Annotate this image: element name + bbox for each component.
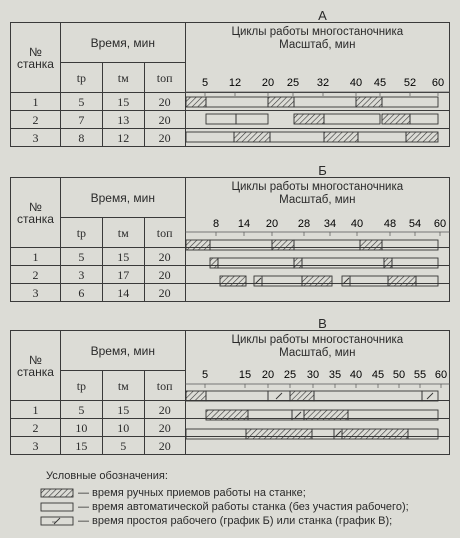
tr-header: tр xyxy=(60,63,102,93)
scale-label: 15 xyxy=(238,369,252,381)
auto-segment xyxy=(410,114,438,124)
scale-label: 60 xyxy=(433,218,447,230)
auto-segment xyxy=(294,240,360,250)
manual-segment xyxy=(302,276,332,286)
ton-value: 20 xyxy=(144,419,185,437)
station-header: № станка xyxy=(11,23,61,93)
ton-header: tоп xyxy=(144,63,185,93)
station-number: 2 xyxy=(11,111,61,129)
station-number: 3 xyxy=(11,129,61,147)
legend-item-auto xyxy=(40,500,460,514)
station-number: 2 xyxy=(11,419,61,437)
tm-value: 15 xyxy=(102,93,144,111)
idle-mark xyxy=(276,393,282,399)
auto-segment xyxy=(358,132,406,142)
scale-label: 28 xyxy=(297,218,311,230)
ton-value: 20 xyxy=(144,437,185,455)
auto-segment xyxy=(294,97,356,107)
cycles-title: Циклы работы многостаночника xyxy=(231,26,404,38)
auto-segment xyxy=(408,429,438,439)
manual-segment xyxy=(388,276,416,286)
section-title: В xyxy=(318,316,327,331)
legend xyxy=(40,470,460,528)
scale-ticks xyxy=(185,92,450,96)
ton-header: tоп xyxy=(144,371,185,401)
auto-segment xyxy=(302,258,384,268)
auto-segment xyxy=(218,258,294,268)
ton-value: 20 xyxy=(144,401,185,419)
station-number: 3 xyxy=(11,284,61,302)
legend-item-manual xyxy=(40,486,460,500)
section-a xyxy=(0,10,460,160)
scale-label: 20 xyxy=(261,77,275,89)
auto-segment xyxy=(210,240,272,250)
gantt-bars xyxy=(186,97,438,142)
ton-value: 20 xyxy=(144,248,185,266)
manual-segment xyxy=(186,97,206,107)
manual-segment xyxy=(272,240,294,250)
scale-label: 5 xyxy=(201,77,209,89)
manual-segment xyxy=(220,276,246,286)
manual-segment xyxy=(186,391,206,401)
legend-title: Условные обозначения: xyxy=(46,470,168,482)
station-header: № станка xyxy=(11,178,61,248)
tr-header: tр xyxy=(60,218,102,248)
legend-label: — время автоматической работы станка (без участия рабочего); xyxy=(78,501,409,513)
cycles-title: Циклы работы многостаночника xyxy=(231,334,404,346)
empty-swatch-icon xyxy=(40,502,74,512)
scale-label: 60 xyxy=(431,77,445,89)
scale-label: 48 xyxy=(383,218,397,230)
tr-value: 8 xyxy=(60,129,102,147)
scale-label: 14 xyxy=(237,218,251,230)
timeline-chart xyxy=(0,318,460,468)
tm-header: tм xyxy=(102,63,144,93)
auto-segment xyxy=(348,410,438,420)
scale-label: 20 xyxy=(261,369,275,381)
scale-title: Масштаб, мин xyxy=(279,194,356,207)
ton-value: 20 xyxy=(144,111,185,129)
tr-header: tр xyxy=(60,371,102,401)
auto-segment xyxy=(186,429,246,439)
scale-label: 12 xyxy=(228,77,242,89)
tm-value: 12 xyxy=(102,129,144,147)
tr-value: 10 xyxy=(60,419,102,437)
manual-segment xyxy=(294,114,324,124)
scale-title: Масштаб, мин xyxy=(279,347,356,360)
station-header: № станка xyxy=(11,331,61,401)
station-number: 2 xyxy=(11,266,61,284)
station-number: 1 xyxy=(11,401,61,419)
auto-segment xyxy=(248,410,292,420)
tr-value: 5 xyxy=(60,248,102,266)
cycles-title: Циклы работы многостаночника xyxy=(231,181,404,193)
tr-value: 5 xyxy=(60,401,102,419)
auto-segment xyxy=(392,258,438,268)
auto-segment xyxy=(206,391,268,401)
manual-segment xyxy=(356,97,382,107)
idle-mark xyxy=(335,431,341,437)
auto-segment xyxy=(324,114,380,124)
manual-segment xyxy=(210,258,218,268)
scale-ticks xyxy=(185,232,450,236)
auto-segment xyxy=(416,276,438,286)
manual-segment xyxy=(406,132,438,142)
auto-segment xyxy=(236,114,268,124)
tr-value: 3 xyxy=(60,266,102,284)
manual-segment xyxy=(268,97,294,107)
timeline-chart xyxy=(0,10,460,160)
ton-value: 20 xyxy=(144,266,185,284)
tm-value: 10 xyxy=(102,419,144,437)
auto-segment xyxy=(270,132,324,142)
scale-label: 55 xyxy=(413,369,427,381)
scale-labels xyxy=(202,77,444,89)
auto-segment xyxy=(262,276,302,286)
tr-value: 5 xyxy=(60,93,102,111)
scale-label: 52 xyxy=(403,77,417,89)
scale-label: 45 xyxy=(373,77,387,89)
scale-label: 30 xyxy=(306,369,320,381)
manual-segment xyxy=(246,429,312,439)
tm-value: 15 xyxy=(102,248,144,266)
scale-label: 50 xyxy=(392,369,406,381)
tm-header: tм xyxy=(102,371,144,401)
auto-segment xyxy=(314,391,422,401)
scale-label: 8 xyxy=(212,218,220,230)
station-number: 1 xyxy=(11,93,61,111)
scale-label: 25 xyxy=(286,77,300,89)
manual-segment xyxy=(360,240,382,250)
legend-label: — время ручных приемов работы на станке; xyxy=(78,487,306,499)
tm-header: tм xyxy=(102,218,144,248)
station-number: 1 xyxy=(11,248,61,266)
manual-segment xyxy=(234,132,270,142)
gantt-bars xyxy=(186,391,438,439)
ton-value: 20 xyxy=(144,129,185,147)
gantt-bars xyxy=(186,240,438,286)
tr-value: 15 xyxy=(60,437,102,455)
idle-mark xyxy=(343,278,349,284)
scale-label: 34 xyxy=(323,218,337,230)
scale-label: 20 xyxy=(265,218,279,230)
scale-title: Масштаб, мин xyxy=(279,39,356,52)
time-header: Время, мин xyxy=(60,23,185,63)
scale-labels xyxy=(202,369,447,381)
scale-label: 40 xyxy=(349,77,363,89)
section-title: А xyxy=(318,8,327,23)
manual-segment xyxy=(186,240,210,250)
timeline-chart xyxy=(0,165,460,315)
tm-value: 13 xyxy=(102,111,144,129)
scale-ticks xyxy=(185,384,450,388)
idle-mark xyxy=(427,393,433,399)
idle-mark xyxy=(255,278,261,284)
scale-label: 25 xyxy=(283,369,297,381)
section-title: Б xyxy=(318,163,327,178)
tm-value: 14 xyxy=(102,284,144,302)
auto-segment xyxy=(206,114,236,124)
auto-segment xyxy=(382,97,438,107)
station-number: 3 xyxy=(11,437,61,455)
manual-segment xyxy=(294,258,302,268)
hatch-swatch-icon xyxy=(40,488,74,498)
tm-value: 15 xyxy=(102,401,144,419)
scale-label: 45 xyxy=(371,369,385,381)
manual-segment xyxy=(324,132,358,142)
manual-segment xyxy=(342,429,408,439)
auto-segment xyxy=(312,429,334,439)
legend-label: — время простоя рабочего (график Б) или станка (график В); xyxy=(78,515,393,527)
scale-labels xyxy=(213,218,446,230)
section-v xyxy=(0,318,460,468)
tr-value: 7 xyxy=(60,111,102,129)
manual-segment xyxy=(384,258,392,268)
idle-mark xyxy=(295,412,301,418)
scale-label: 40 xyxy=(350,218,364,230)
auto-segment xyxy=(382,240,438,250)
scale-label: 5 xyxy=(201,369,209,381)
time-header: Время, мин xyxy=(60,178,185,218)
section-b xyxy=(0,165,460,315)
ton-header: tоп xyxy=(144,218,185,248)
scale-label: 35 xyxy=(328,369,342,381)
scale-label: 40 xyxy=(349,369,363,381)
scale-label: 32 xyxy=(316,77,330,89)
manual-segment xyxy=(290,391,314,401)
ton-value: 20 xyxy=(144,93,185,111)
legend-item-idle xyxy=(40,514,460,528)
tm-value: 17 xyxy=(102,266,144,284)
manual-segment xyxy=(382,114,410,124)
tr-value: 6 xyxy=(60,284,102,302)
tm-value: 5 xyxy=(102,437,144,455)
ton-value: 20 xyxy=(144,284,185,302)
scale-label: 54 xyxy=(408,218,422,230)
idle-swatch-icon xyxy=(40,516,74,526)
auto-segment xyxy=(350,276,388,286)
auto-segment xyxy=(186,132,234,142)
time-header: Время, мин xyxy=(60,331,185,371)
manual-segment xyxy=(206,410,248,420)
scale-label: 60 xyxy=(434,369,448,381)
auto-segment xyxy=(206,97,268,107)
manual-segment xyxy=(304,410,348,420)
